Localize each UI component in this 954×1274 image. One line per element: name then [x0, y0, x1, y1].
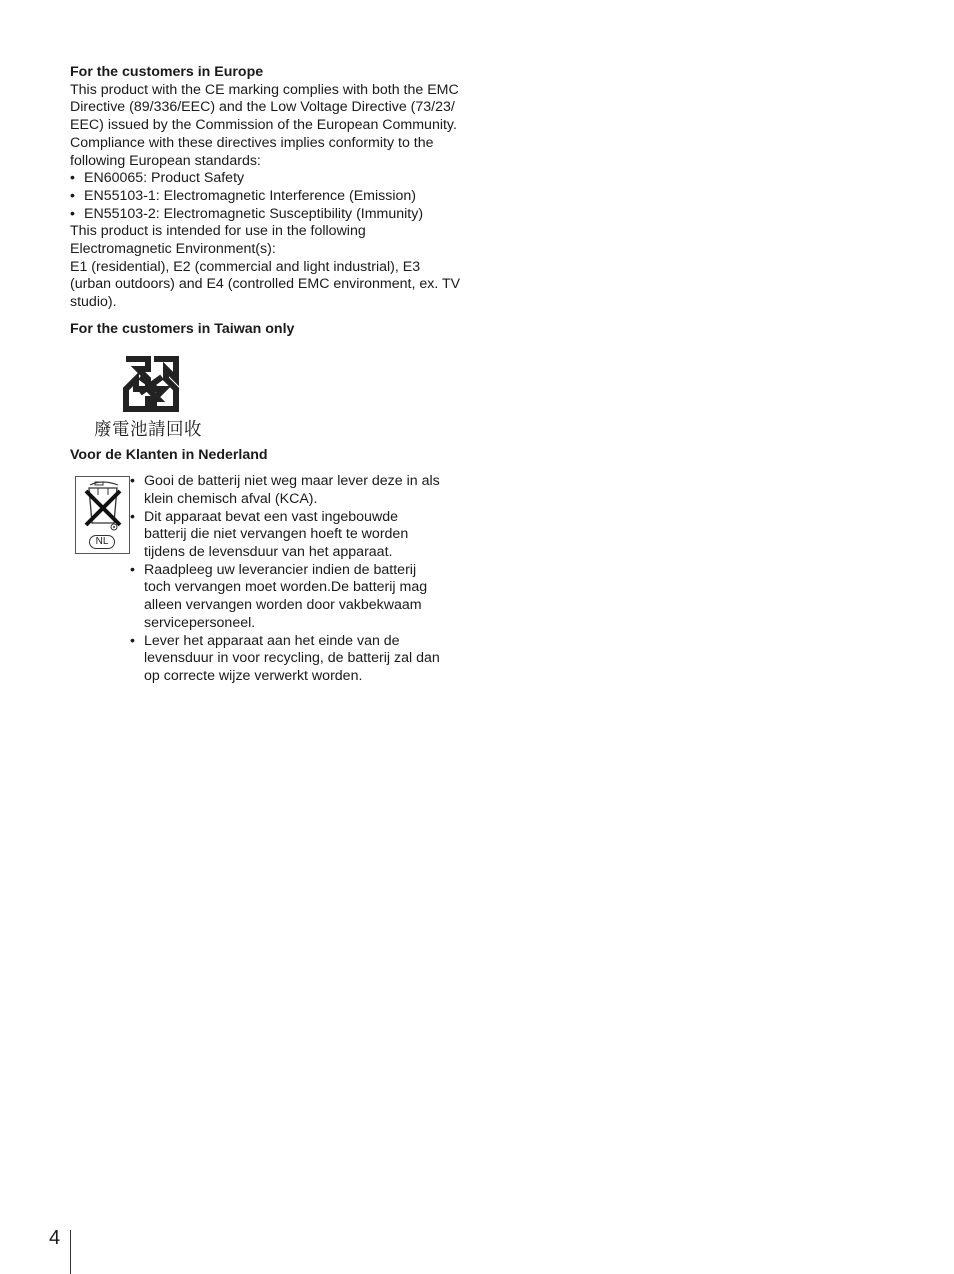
nl-label: NL: [89, 535, 115, 549]
list-item: • EN55103-2: Electromagnetic Susceptibility (Immunity): [70, 206, 470, 224]
text-line: op correcte wijze verwerkt worden.: [144, 667, 363, 684]
netherlands-heading: Voor de Klanten in Nederland: [70, 446, 268, 463]
netherlands-block: [70, 473, 470, 685]
text-line: This product is intended for use in the following: [70, 223, 366, 240]
text-line: klein chemisch afval (KCA).: [144, 490, 318, 507]
text-line: Compliance with these directives implies conformity to the: [70, 134, 434, 151]
list-item: [130, 473, 450, 508]
list-item: [130, 509, 450, 562]
text-line: batterij die niet vervangen hoeft te worden: [144, 526, 409, 543]
standards-list: [70, 170, 470, 223]
netherlands-list: [130, 473, 450, 685]
text-line: alleen vervangen worden door vakbekwaam: [144, 597, 422, 614]
page-number: 4: [49, 1227, 61, 1249]
text-line: levensduur in voor recycling, de batterij zal dan: [144, 650, 440, 667]
environment-text: [70, 223, 470, 312]
europe-heading: For the customers in Europe: [70, 64, 264, 80]
list-item: • EN60065: Product Safety: [70, 170, 470, 188]
text-line: (urban outdoors) and E4 (controlled EMC environment, ex. TV: [70, 276, 461, 293]
taiwan-recycle-logo: [94, 355, 214, 441]
text-line: following European standards:: [70, 152, 261, 169]
crossed-bin-icon: [76, 477, 129, 537]
text-line: This product with the CE marking complies with both the EMC: [70, 81, 459, 98]
text-line: EEC) issued by the Commission of the European Community.: [70, 117, 457, 134]
text-line: • Lever het apparaat aan het einde van de: [144, 632, 400, 649]
text-line: E1 (residential), E2 (commercial and light industrial), E3: [70, 258, 421, 275]
page-divider: [70, 1230, 71, 1274]
nl-battery-symbol: [75, 476, 130, 554]
text-line: Directive (89/336/EEC) and the Low Voltage Directive (73/23/: [70, 99, 455, 116]
text-line: tijdens de levensduur van het apparaat.: [144, 544, 393, 561]
taiwan-logo-text: 廢電池請回收: [94, 419, 202, 440]
text-line: • Raadpleeg uw leverancier indien de batterij: [144, 561, 417, 578]
europe-intro: [70, 82, 470, 171]
text-line: toch vervangen moet worden.De batterij mag: [144, 579, 428, 596]
text-line: Electromagnetic Environment(s):: [70, 241, 276, 258]
text-line: studio).: [70, 294, 117, 311]
list-item: [130, 633, 450, 686]
main-column: [70, 64, 470, 686]
list-item: [130, 562, 450, 633]
battery-recycle-icon: [122, 355, 180, 413]
text-line: • Dit apparaat bevat een vast ingebouwde: [144, 508, 398, 525]
text-line: • Gooi de batterij niet weg maar lever deze in als: [144, 473, 440, 490]
taiwan-heading: For the customers in Taiwan only: [70, 320, 295, 337]
list-item: • EN55103-1: Electromagnetic Interference (Emission): [70, 188, 470, 206]
text-line: servicepersoneel.: [144, 614, 256, 631]
